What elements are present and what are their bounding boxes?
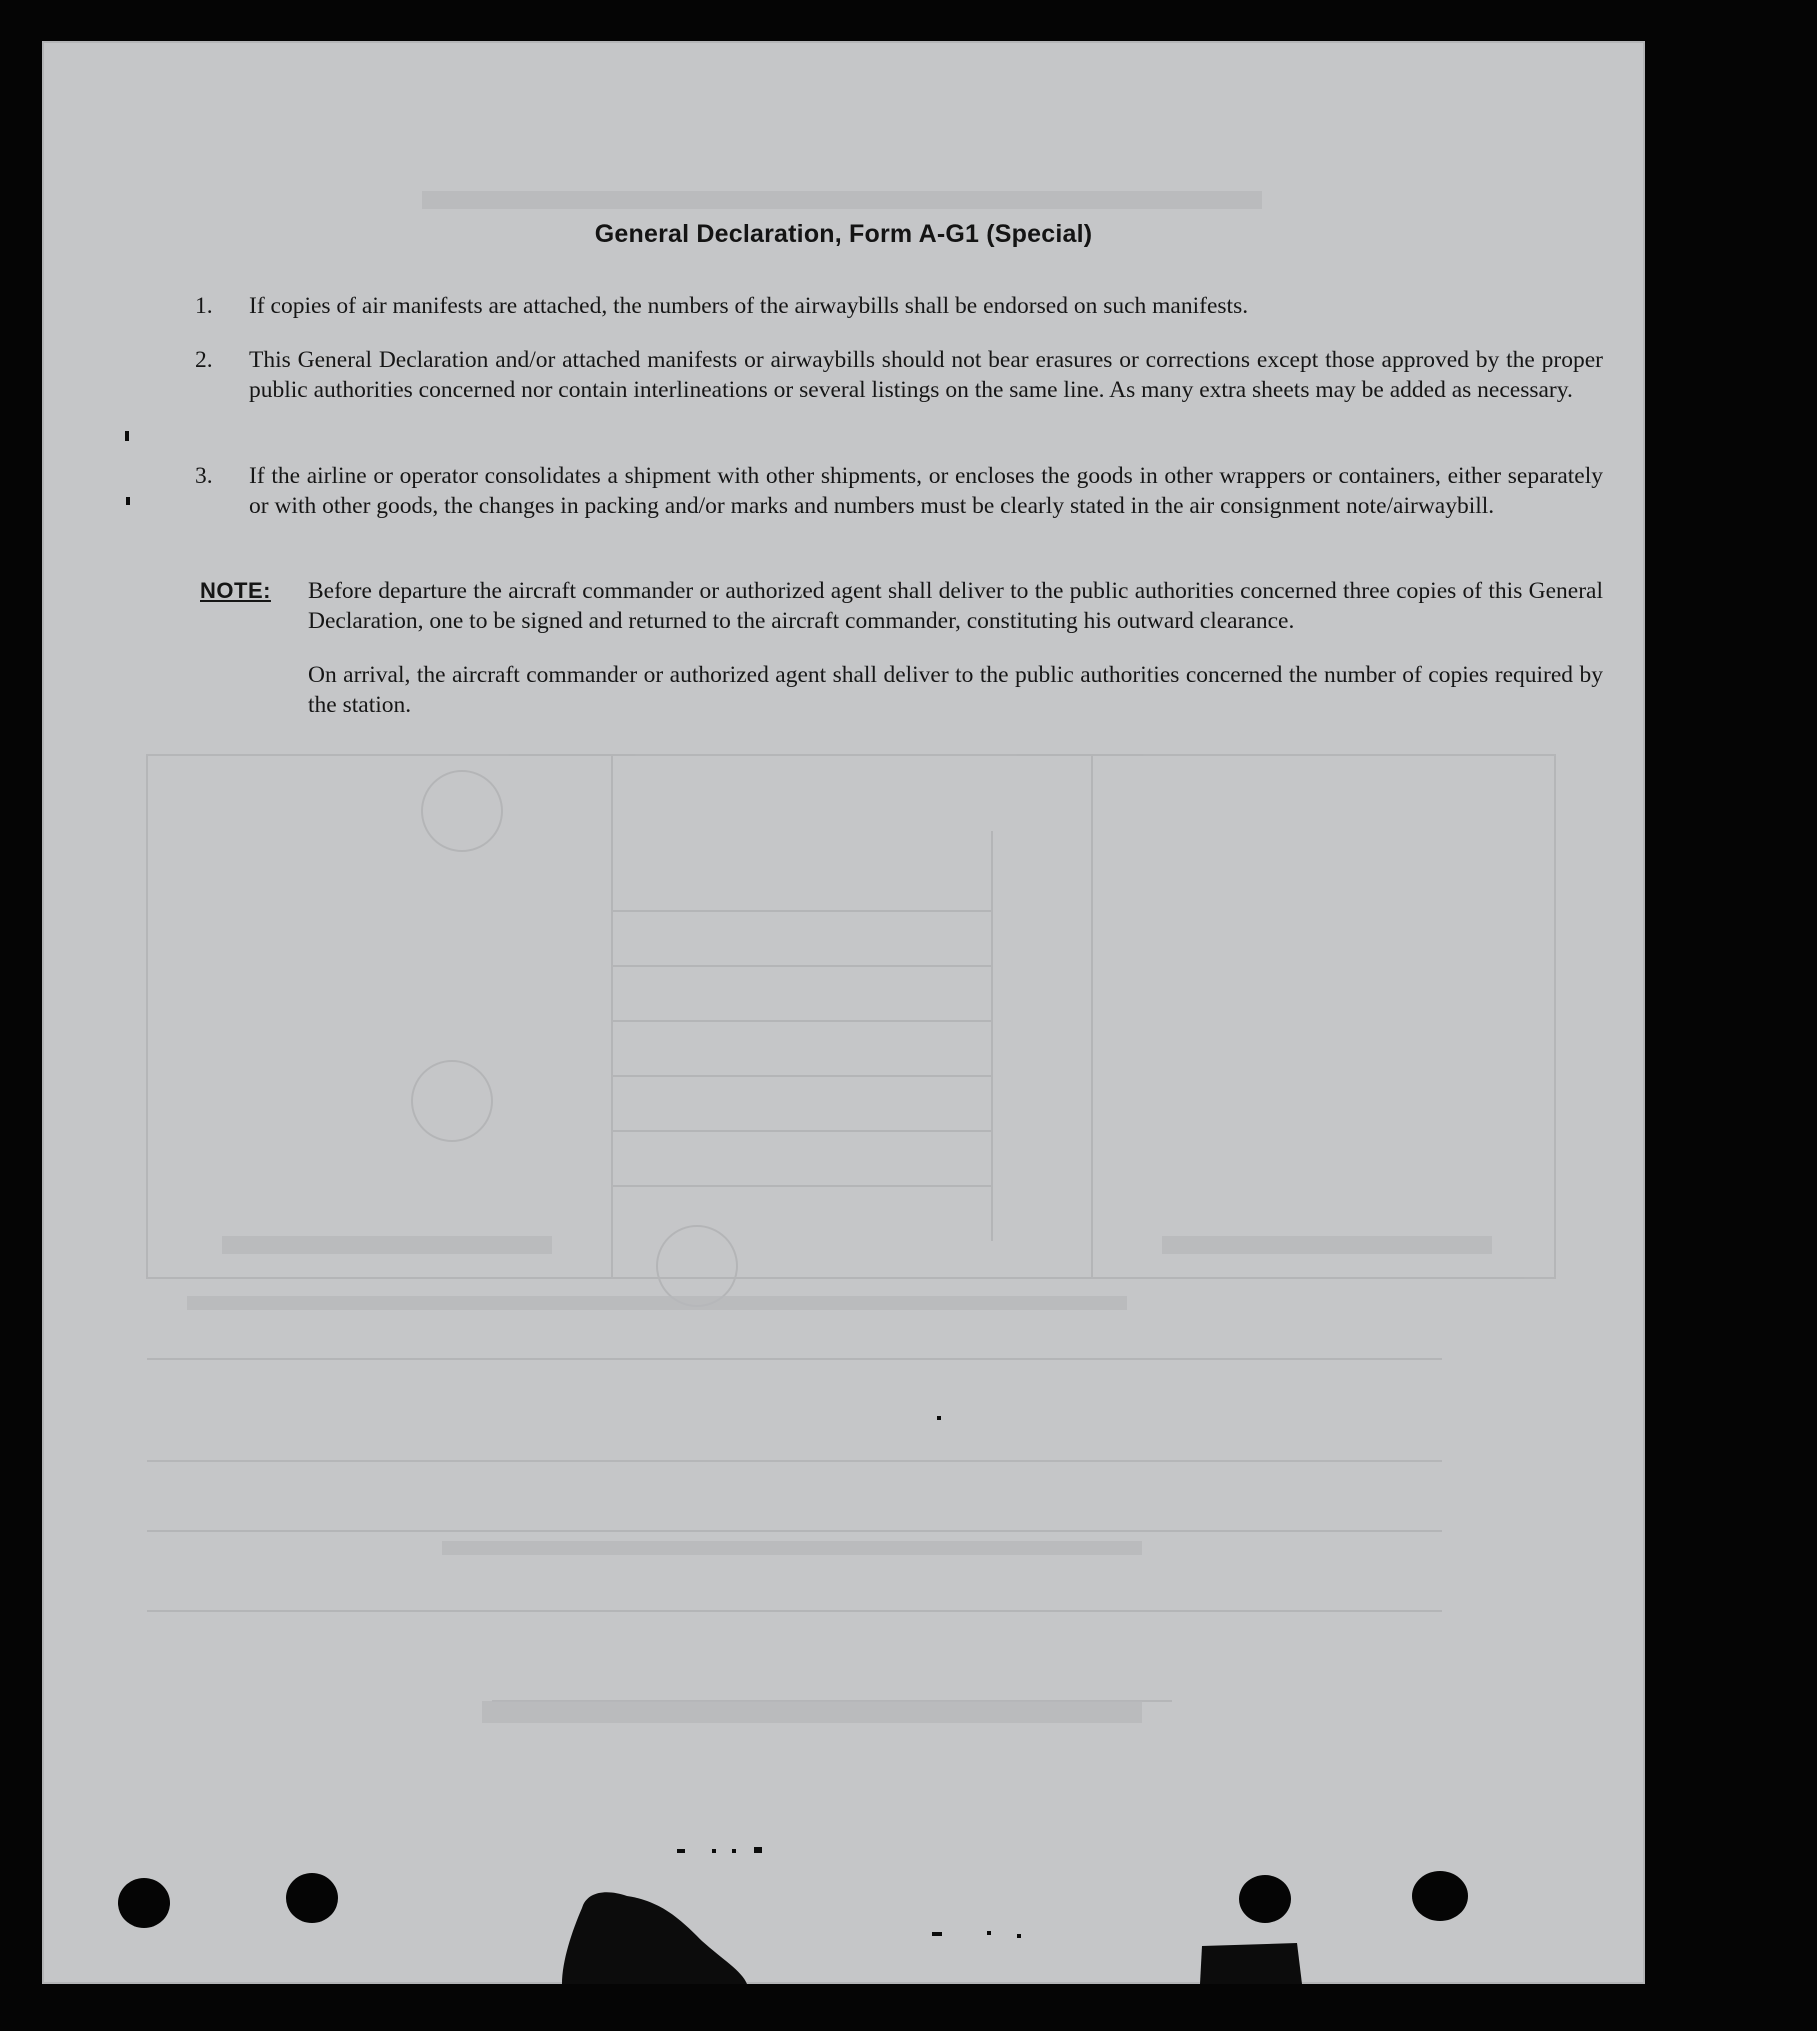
- item-text: If the airline or operator consolidates a shipment with other shipments, or encloses the goods in other wrappers or containers, either separately or with other goods, the changes in packing and/or marks and numbers must be clearly stated in the air consignment note/airwaybill.: [249, 463, 1603, 519]
- instruction-item-1: [195, 291, 1603, 321]
- punch-hole-1: [118, 1878, 170, 1928]
- item-number: 1.: [195, 293, 213, 319]
- page-title: General Declaration, Form A-G1 (Special): [594, 220, 1093, 248]
- note-paragraph-arrival: On arrival, the aircraft commander or authorized agent shall deliver to the public authorities concerned the number of copies required by the station.: [308, 662, 1603, 718]
- item-number: 2.: [195, 347, 213, 373]
- note-paragraph-departure: Before departure the aircraft commander or authorized agent shall deliver to the public authorities concerned three copies of this General Declaration, one to be signed and returned to the aircraft commander, constituting his outward clearance.: [308, 578, 1603, 634]
- punch-hole-4: [1412, 1871, 1468, 1921]
- note-section: [200, 576, 1603, 744]
- note-label: NOTE:: [200, 578, 271, 603]
- punch-hole-3: [1239, 1875, 1291, 1923]
- note-body: [308, 576, 1603, 720]
- bleed-through-marks: [42, 41, 1645, 1984]
- instruction-item-3: [195, 461, 1603, 521]
- item-text: If copies of air manifests are attached, the numbers of the airwaybills shall be endorsed on such manifests.: [249, 293, 1249, 319]
- item-number: 3.: [195, 463, 213, 489]
- instruction-item-2: [195, 345, 1603, 405]
- item-text: This General Declaration and/or attached manifests or airwaybills should not bear erasures or corrections except those approved by the proper public authorities concerned nor contain interlineations or several listings on the same line. As many extra sheets may be added as necessary.: [249, 347, 1603, 403]
- punch-hole-2: [286, 1873, 338, 1923]
- document-page: [42, 41, 1645, 1984]
